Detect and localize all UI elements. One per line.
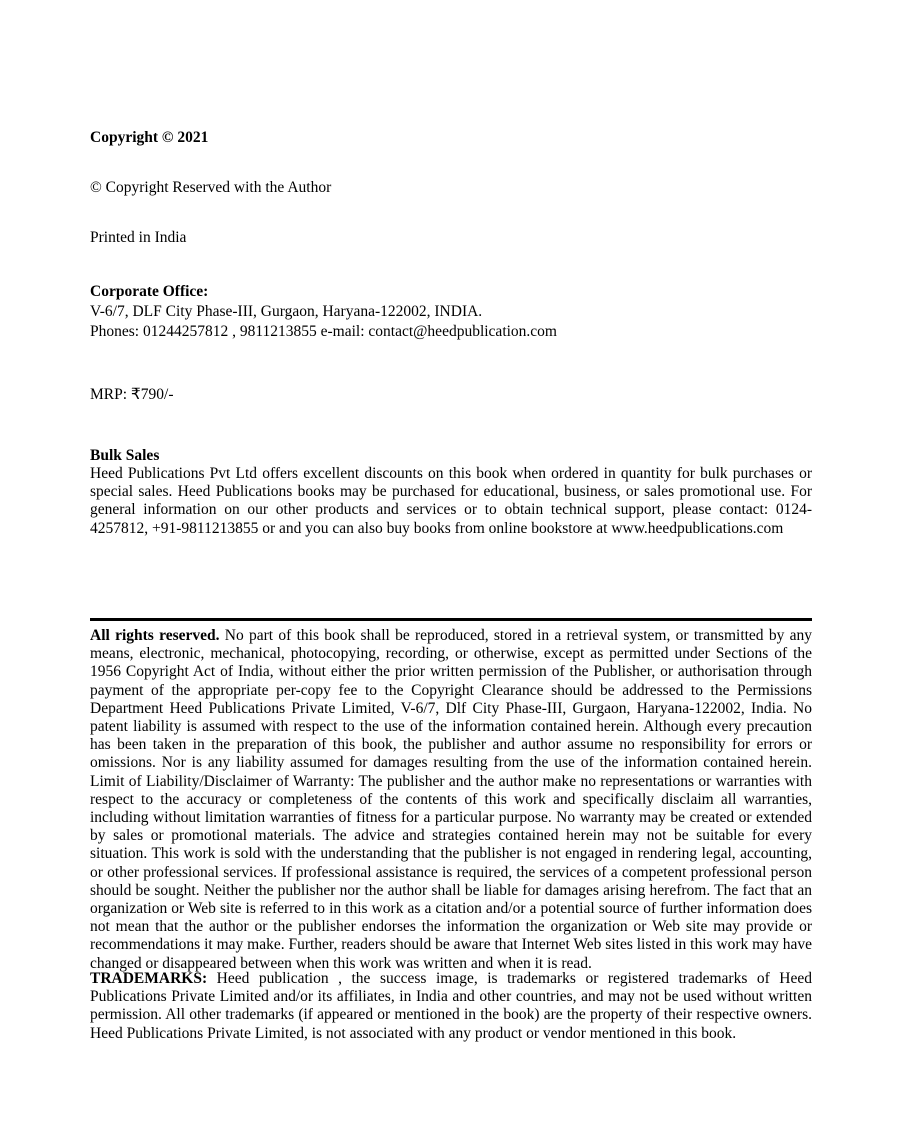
rights-paragraph-body: No part of this book shall be reproduced, stored in a retrieval system, or transmitted by any means, electronic, mechanical, photocopying, recording, or otherwise, except as permitted under Sections of the 1956 Copyright Act of India, without either the prior written permission of the Publisher, or authorisation through payment of the appropriate per-copy fee to the Copyright Clearance should be addressed to the Permissions Department Heed Publications Private Limited, V-6/7, Dlf City Phase-III, Gurgaon, Haryana-122002, India. No patent liability is assumed with respect to the use of the information contained herein. Although every precaution has been taken in the preparation of this book, the publisher and author assume no responsibility for errors or omissions. Nor is any liability assumed for damages resulting from the use of the information contained herein. Limit of Liability/Disclaimer of Warranty: The publisher and the author make no representations or warranties with respect to the accuracy or completeness of the contents of this work and specifically disclaim all warranties, including without limitation warranties of fitness for a particular purpose. No warranty may be created or extended by sales or promotional materials. The advice and strategies contained herein may not be suitable for every situation. This work is sold with the understanding that the publisher is not engaged in rendering legal, accounting, or other professional services. If professional assistance is required, the services of a competent professional person should be sought. Neither the publisher nor the author shall be liable for damages arising herefrom. The fact that an organization or Web site is referred to in this work as a citation and/or a potential source of further information does not mean that the author or the publisher endorses the information the organization or Web site may provide or recommendations it may make. Further, readers should be aware that Internet Web sites listed in this work may have changed or disappeared between when this work was written and when it is read. <box>90 627 812 972</box>
rights-paragraph-lead: All rights reserved. <box>90 627 220 644</box>
bulk-sales-paragraph: Heed Publications Pvt Ltd offers excellent discounts on this book when ordered in quantity for bulk purchases or special sales. Heed Publications books may be purchased for educational, business, or sales promotional use. For general information on our other products and services or to obtain technical support, please contact: 0124-4257812, +91-9811213855 or and you can also buy books from online bookstore at www.heedpublications.com <box>90 465 812 537</box>
bulk-sales-heading: Bulk Sales <box>90 447 160 464</box>
trademarks-paragraph-lead: TRADEMARKS: <box>90 970 208 987</box>
copyright-reserved-line: © Copyright Reserved with the Author <box>90 179 332 196</box>
rights-paragraph <box>90 627 812 973</box>
mrp-line: MRP: ₹790/- <box>90 386 174 403</box>
printed-in-line: Printed in India <box>90 229 187 246</box>
trademarks-paragraph <box>90 970 812 1043</box>
corporate-office-heading: Corporate Office: <box>90 283 209 300</box>
copyright-year-line: Copyright © 2021 <box>90 129 209 146</box>
corporate-office-phones: Phones: 01244257812 , 9811213855 e-mail: contact@heedpublication.com <box>90 323 557 340</box>
divider-rule <box>90 618 812 621</box>
trademarks-paragraph-body: Heed publication , the success image, is trademarks or registered trademarks of Heed Publications Private Limited and/or its affiliates, in India and other countries, and may not be used without written permission. All other trademarks (if appeared or mentioned in the book) are the property of their respective owners. Heed Publications Private Limited, is not associated with any product or vendor mentioned in this book. <box>90 970 812 1042</box>
corporate-office-address: V-6/7, DLF City Phase-III, Gurgaon, Haryana-122002, INDIA. <box>90 303 483 320</box>
